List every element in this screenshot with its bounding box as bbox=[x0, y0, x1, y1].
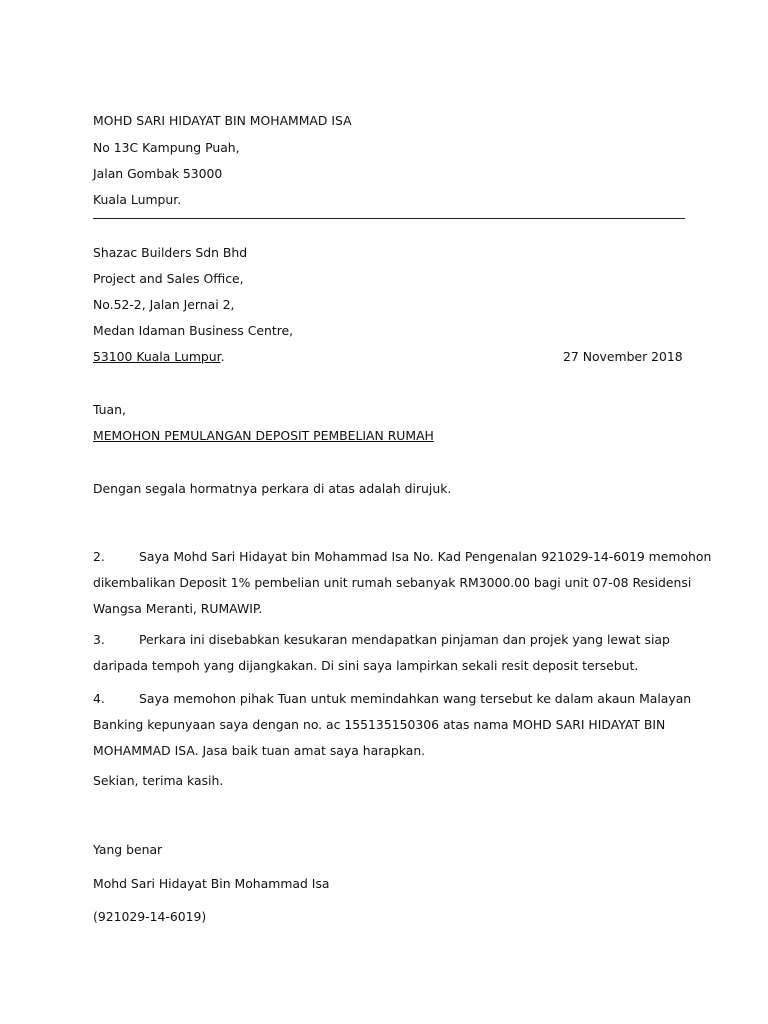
letter-date: 27 November 2018 bbox=[563, 349, 683, 364]
paragraph-number: 2. bbox=[93, 549, 105, 564]
sender-address-line-3: Kuala Lumpur. bbox=[93, 192, 182, 207]
recipient-line-2: Project and Sales Office, bbox=[93, 271, 244, 286]
salutation: Tuan, bbox=[93, 402, 126, 417]
signatory-id: (921029-14-6019) bbox=[93, 909, 207, 924]
recipient-line-3: No.52-2, Jalan Jernai 2, bbox=[93, 297, 235, 312]
recipient-line-4: Medan Idaman Business Centre, bbox=[93, 323, 294, 338]
recipient-city: 53100 Kuala Lumpur bbox=[93, 349, 221, 364]
subject-line: MEMOHON PEMULANGAN DEPOSIT PEMBELIAN RUMAH bbox=[93, 428, 434, 443]
sender-address-line-1: No 13C Kampung Puah, bbox=[93, 140, 240, 155]
header-divider bbox=[93, 218, 685, 219]
recipient-city-line bbox=[93, 349, 225, 365]
paragraph-line: Perkara ini disebabkan kesukaran mendapatkan pinjaman dan projek yang lewat siap bbox=[139, 632, 670, 647]
sender-address-line-2: Jalan Gombak 53000 bbox=[93, 166, 223, 181]
signatory-name: Mohd Sari Hidayat Bin Mohammad Isa bbox=[93, 876, 330, 891]
closing: Sekian, terima kasih. bbox=[93, 773, 224, 788]
paragraph-line: Wangsa Meranti, RUMAWIP. bbox=[93, 601, 263, 616]
paragraph-2 bbox=[93, 544, 712, 622]
paragraph-number: 3. bbox=[93, 632, 105, 647]
recipient-city-suffix: . bbox=[220, 349, 225, 364]
paragraph-line: Saya memohon pihak Tuan untuk memindahkan wang tersebut ke dalam akaun Malayan bbox=[139, 691, 692, 706]
sender-name: MOHD SARI HIDAYAT BIN MOHAMMAD ISA bbox=[93, 113, 352, 128]
paragraph-line: dikembalikan Deposit 1% pembelian unit rumah sebanyak RM3000.00 bagi unit 07-08 Residensi bbox=[93, 575, 692, 590]
recipient-line-1: Shazac Builders Sdn Bhd bbox=[93, 245, 248, 260]
signoff: Yang benar bbox=[93, 842, 163, 857]
paragraph-line: Saya Mohd Sari Hidayat bin Mohammad Isa No. Kad Pengenalan 921029-14-6019 memohon bbox=[139, 549, 712, 564]
intro-paragraph: Dengan segala hormatnya perkara di atas adalah dirujuk. bbox=[93, 481, 452, 496]
paragraph-line: Banking kepunyaan saya dengan no. ac 155135150306 atas nama MOHD SARI HIDAYAT BIN bbox=[93, 717, 666, 732]
paragraph-number: 4. bbox=[93, 691, 105, 706]
paragraph-line: MOHAMMAD ISA. Jasa baik tuan amat saya harapkan. bbox=[93, 743, 426, 758]
paragraph-4 bbox=[93, 686, 692, 764]
paragraph-3 bbox=[93, 627, 683, 679]
paragraph-line: daripada tempoh yang dijangkakan. Di sini saya lampirkan sekali resit deposit tersebut. bbox=[93, 658, 639, 673]
